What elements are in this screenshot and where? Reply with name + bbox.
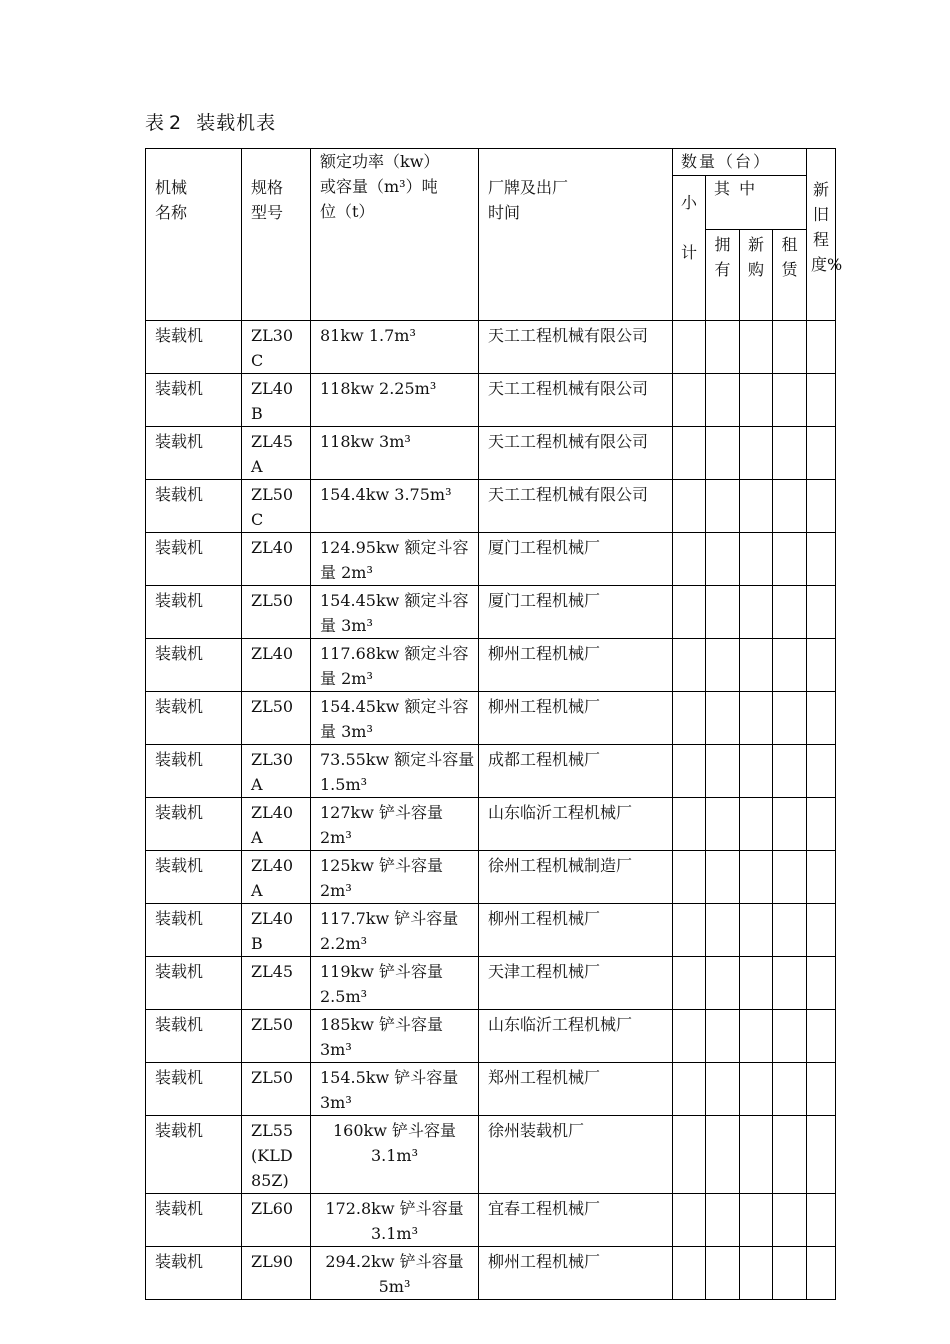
table-row: [146, 798, 836, 851]
maker-cell: 天工工程机械有限公司: [479, 427, 673, 480]
table-row: [146, 586, 836, 639]
leased-cell: [773, 1010, 807, 1063]
power-cell: 172.8kw 铲斗容量 3.1m³: [311, 1194, 479, 1247]
power-cell: 127kw 铲斗容量 2m³: [311, 798, 479, 851]
power-cell: 154.45kw 额定斗容量 3m³: [311, 586, 479, 639]
title-name: 装载机表: [196, 112, 277, 134]
model-cell: ZL50: [242, 586, 311, 639]
table-row: [146, 480, 836, 533]
subtotal-cell: [673, 692, 706, 745]
leased-cell: [773, 480, 807, 533]
table-row: [146, 321, 836, 374]
model-cell: ZL90: [242, 1247, 311, 1300]
model-cell: ZL40B: [242, 904, 311, 957]
condition-cell: [807, 533, 836, 586]
title-prefix: 表: [145, 112, 166, 134]
header-condition: 新旧程度%: [807, 149, 836, 321]
maker-cell: 柳州工程机械厂: [479, 904, 673, 957]
model-cell: ZL50: [242, 1063, 311, 1116]
model-cell: ZL30A: [242, 745, 311, 798]
condition-cell: [807, 374, 836, 427]
machine-name-cell: 装载机: [146, 1116, 242, 1194]
condition-cell: [807, 904, 836, 957]
model-cell: ZL45: [242, 957, 311, 1010]
owned-cell: [706, 639, 740, 692]
new-purchase-cell: [740, 692, 773, 745]
subtotal-cell: [673, 321, 706, 374]
power-cell: 160kw 铲斗容量 3.1m³: [311, 1116, 479, 1194]
header-name: 机械名称: [146, 149, 242, 321]
condition-cell: [807, 480, 836, 533]
owned-cell: [706, 533, 740, 586]
leased-cell: [773, 1194, 807, 1247]
condition-cell: [807, 1010, 836, 1063]
maker-cell: 柳州工程机械厂: [479, 692, 673, 745]
model-cell: ZL40B: [242, 374, 311, 427]
subtotal-cell: [673, 639, 706, 692]
new-purchase-cell: [740, 480, 773, 533]
power-cell: 154.4kw 3.75m³: [311, 480, 479, 533]
model-cell: ZL50: [242, 1010, 311, 1063]
new-purchase-cell: [740, 1063, 773, 1116]
subtotal-cell: [673, 374, 706, 427]
maker-cell: 山东临沂工程机械厂: [479, 1010, 673, 1063]
owned-cell: [706, 1194, 740, 1247]
subtotal-cell: [673, 745, 706, 798]
owned-cell: [706, 321, 740, 374]
header-owned: 拥有: [706, 230, 740, 321]
new-purchase-cell: [740, 1247, 773, 1300]
model-cell: ZL40A: [242, 798, 311, 851]
page-title: [145, 108, 276, 135]
maker-cell: 天津工程机械厂: [479, 957, 673, 1010]
header-new-purchase: 新购: [740, 230, 773, 321]
table-row: [146, 904, 836, 957]
new-purchase-cell: [740, 851, 773, 904]
subtotal-cell: [673, 904, 706, 957]
power-cell: 73.55kw 额定斗容量 1.5m³: [311, 745, 479, 798]
power-cell: 124.95kw 额定斗容量 2m³: [311, 533, 479, 586]
machine-name-cell: 装载机: [146, 1194, 242, 1247]
header-quantity: 数量（台）: [673, 149, 807, 176]
leased-cell: [773, 1116, 807, 1194]
leased-cell: [773, 374, 807, 427]
header-leased: 租赁: [773, 230, 807, 321]
table-row: [146, 533, 836, 586]
leased-cell: [773, 586, 807, 639]
loader-table: [145, 148, 843, 1300]
maker-cell: 山东临沂工程机械厂: [479, 798, 673, 851]
model-cell: ZL40: [242, 639, 311, 692]
header-among: 其 中: [706, 176, 807, 230]
leased-cell: [773, 321, 807, 374]
power-cell: 117.7kw 铲斗容量 2.2m³: [311, 904, 479, 957]
header-subtotal: 小计: [673, 176, 706, 321]
table-row: [146, 1010, 836, 1063]
owned-cell: [706, 427, 740, 480]
new-purchase-cell: [740, 321, 773, 374]
owned-cell: [706, 586, 740, 639]
header-power: 额定功率（kw）或容量（m³）吨位（t）: [311, 149, 479, 321]
machine-name-cell: 装载机: [146, 851, 242, 904]
condition-cell: [807, 639, 836, 692]
condition-cell: [807, 1063, 836, 1116]
maker-cell: 天工工程机械有限公司: [479, 480, 673, 533]
condition-cell: [807, 957, 836, 1010]
new-purchase-cell: [740, 745, 773, 798]
power-cell: 185kw 铲斗容量 3m³: [311, 1010, 479, 1063]
owned-cell: [706, 480, 740, 533]
subtotal-cell: [673, 533, 706, 586]
model-cell: ZL55(KLD85Z): [242, 1116, 311, 1194]
maker-cell: 厦门工程机械厂: [479, 586, 673, 639]
leased-cell: [773, 692, 807, 745]
maker-cell: 厦门工程机械厂: [479, 533, 673, 586]
subtotal-cell: [673, 957, 706, 1010]
leased-cell: [773, 1247, 807, 1300]
subtotal-cell: [673, 427, 706, 480]
new-purchase-cell: [740, 427, 773, 480]
power-cell: 81kw 1.7m³: [311, 321, 479, 374]
machine-name-cell: 装载机: [146, 480, 242, 533]
new-purchase-cell: [740, 586, 773, 639]
machine-name-cell: 装载机: [146, 1010, 242, 1063]
machine-name-cell: 装载机: [146, 427, 242, 480]
model-cell: ZL50C: [242, 480, 311, 533]
maker-cell: 天工工程机械有限公司: [479, 321, 673, 374]
subtotal-cell: [673, 851, 706, 904]
subtotal-cell: [673, 586, 706, 639]
table-row: [146, 374, 836, 427]
model-cell: ZL40: [242, 533, 311, 586]
power-cell: 117.68kw 额定斗容量 2m³: [311, 639, 479, 692]
power-cell: 294.2kw 铲斗容量 5m³: [311, 1247, 479, 1300]
new-purchase-cell: [740, 904, 773, 957]
condition-cell: [807, 1116, 836, 1194]
owned-cell: [706, 1063, 740, 1116]
machine-name-cell: 装载机: [146, 798, 242, 851]
new-purchase-cell: [740, 1194, 773, 1247]
new-purchase-cell: [740, 798, 773, 851]
subtotal-cell: [673, 1010, 706, 1063]
subtotal-cell: [673, 1194, 706, 1247]
table-row: [146, 1194, 836, 1247]
table-row: [146, 1247, 836, 1300]
owned-cell: [706, 1247, 740, 1300]
maker-cell: 成都工程机械厂: [479, 745, 673, 798]
condition-cell: [807, 1194, 836, 1247]
power-cell: 154.45kw 额定斗容量 3m³: [311, 692, 479, 745]
power-cell: 125kw 铲斗容量 2m³: [311, 851, 479, 904]
new-purchase-cell: [740, 374, 773, 427]
power-cell: 118kw 3m³: [311, 427, 479, 480]
leased-cell: [773, 533, 807, 586]
machine-name-cell: 装载机: [146, 745, 242, 798]
table-row: [146, 1063, 836, 1116]
machine-name-cell: 装载机: [146, 957, 242, 1010]
new-purchase-cell: [740, 639, 773, 692]
condition-cell: [807, 427, 836, 480]
subtotal-cell: [673, 480, 706, 533]
owned-cell: [706, 798, 740, 851]
maker-cell: 天工工程机械有限公司: [479, 374, 673, 427]
machine-name-cell: 装载机: [146, 533, 242, 586]
owned-cell: [706, 745, 740, 798]
model-cell: ZL40A: [242, 851, 311, 904]
maker-cell: 徐州装载机厂: [479, 1116, 673, 1194]
header-model: 规格型号: [242, 149, 311, 321]
owned-cell: [706, 851, 740, 904]
leased-cell: [773, 427, 807, 480]
maker-cell: 宜春工程机械厂: [479, 1194, 673, 1247]
table-row: [146, 1116, 836, 1194]
machine-name-cell: 装载机: [146, 1063, 242, 1116]
leased-cell: [773, 745, 807, 798]
owned-cell: [706, 957, 740, 1010]
leased-cell: [773, 798, 807, 851]
machine-name-cell: 装载机: [146, 374, 242, 427]
condition-cell: [807, 851, 836, 904]
leased-cell: [773, 851, 807, 904]
machine-name-cell: 装载机: [146, 639, 242, 692]
header-maker: 厂牌及出厂时间: [479, 149, 673, 321]
maker-cell: 徐州工程机械制造厂: [479, 851, 673, 904]
condition-cell: [807, 586, 836, 639]
table-row: [146, 745, 836, 798]
leased-cell: [773, 639, 807, 692]
new-purchase-cell: [740, 533, 773, 586]
subtotal-cell: [673, 798, 706, 851]
leased-cell: [773, 957, 807, 1010]
owned-cell: [706, 904, 740, 957]
power-cell: 154.5kw 铲斗容量 3m³: [311, 1063, 479, 1116]
power-cell: 119kw 铲斗容量 2.5m³: [311, 957, 479, 1010]
owned-cell: [706, 692, 740, 745]
table-row: [146, 639, 836, 692]
title-number: 2: [169, 112, 183, 134]
owned-cell: [706, 1116, 740, 1194]
new-purchase-cell: [740, 957, 773, 1010]
leased-cell: [773, 904, 807, 957]
machine-name-cell: 装载机: [146, 586, 242, 639]
power-cell: 118kw 2.25m³: [311, 374, 479, 427]
table-row: [146, 427, 836, 480]
maker-cell: 郑州工程机械厂: [479, 1063, 673, 1116]
owned-cell: [706, 1010, 740, 1063]
maker-cell: 柳州工程机械厂: [479, 639, 673, 692]
model-cell: ZL45A: [242, 427, 311, 480]
subtotal-cell: [673, 1063, 706, 1116]
model-cell: ZL60: [242, 1194, 311, 1247]
table-row: [146, 957, 836, 1010]
new-purchase-cell: [740, 1010, 773, 1063]
subtotal-cell: [673, 1247, 706, 1300]
maker-cell: 柳州工程机械厂: [479, 1247, 673, 1300]
machine-name-cell: 装载机: [146, 692, 242, 745]
model-cell: ZL30C: [242, 321, 311, 374]
table-row: [146, 851, 836, 904]
condition-cell: [807, 692, 836, 745]
owned-cell: [706, 374, 740, 427]
table-row: [146, 692, 836, 745]
machine-name-cell: 装载机: [146, 904, 242, 957]
condition-cell: [807, 321, 836, 374]
machine-name-cell: 装载机: [146, 321, 242, 374]
model-cell: ZL50: [242, 692, 311, 745]
condition-cell: [807, 1247, 836, 1300]
condition-cell: [807, 798, 836, 851]
new-purchase-cell: [740, 1116, 773, 1194]
condition-cell: [807, 745, 836, 798]
machine-name-cell: 装载机: [146, 1247, 242, 1300]
leased-cell: [773, 1063, 807, 1116]
subtotal-cell: [673, 1116, 706, 1194]
